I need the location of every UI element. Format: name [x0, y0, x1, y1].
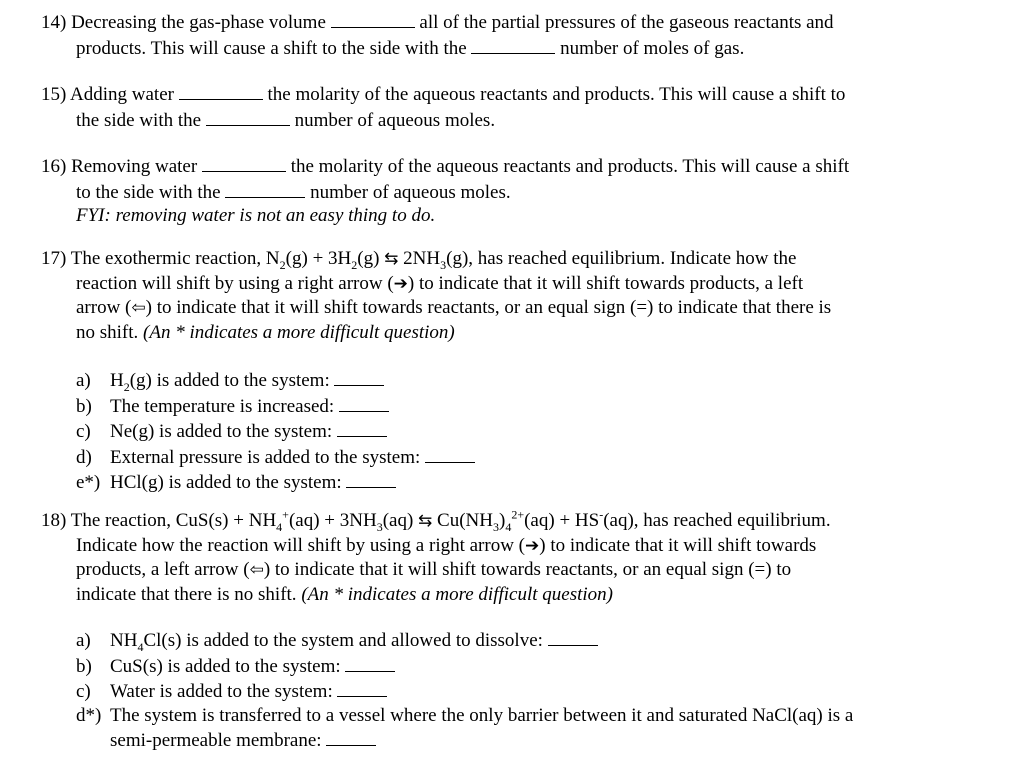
subscript: 4	[137, 639, 144, 654]
subscript: 4	[276, 519, 283, 534]
answer-blank[interactable]	[334, 367, 384, 386]
question-text: The exothermic reaction, N	[70, 248, 280, 269]
question-number: 15)	[41, 84, 67, 105]
question-number: 14)	[41, 12, 67, 33]
question-18	[41, 509, 831, 606]
question-18-parts	[76, 627, 853, 753]
subscript: 2	[351, 257, 358, 272]
subscript: 2	[123, 379, 130, 394]
question-text: products, a left arrow (	[76, 559, 250, 580]
answer-blank[interactable]	[345, 653, 395, 672]
answer-blank[interactable]	[471, 35, 555, 54]
question-text: reaction will shift by using a right arrow (	[76, 272, 394, 294]
part-item: c) Ne(g) is added to the system:	[76, 418, 475, 444]
answer-blank[interactable]	[337, 678, 387, 697]
question-text: )	[499, 510, 506, 531]
question-text: (aq) + 3NH	[288, 510, 377, 531]
question-text: Adding water	[70, 84, 174, 105]
answer-blank[interactable]	[179, 81, 263, 100]
right-arrow-icon: ➔	[525, 535, 540, 556]
part-label: e*)	[76, 472, 101, 493]
difficulty-note: (An * indicates a more difficult question)	[301, 583, 614, 605]
part-label: c)	[76, 681, 91, 702]
question-text: Indicate how the reaction will shift by using a right arrow (	[76, 534, 526, 556]
equilibrium-arrow-icon: ⇆	[384, 249, 399, 269]
answer-blank[interactable]	[548, 627, 598, 646]
question-text: The reaction, CuS(s) + NH	[70, 510, 277, 531]
subscript: 3	[440, 257, 447, 272]
question-text: 2NH	[403, 248, 441, 269]
part-label: a)	[76, 370, 91, 391]
part-item: e*) HCl(g) is added to the system:	[76, 469, 475, 495]
superscript: -	[599, 507, 604, 522]
left-arrow-icon: ⇦	[249, 560, 264, 580]
part-label: b)	[76, 395, 92, 417]
equilibrium-arrow-icon: ⇆	[418, 511, 433, 531]
part-label: a)	[76, 630, 91, 651]
question-text: indicate that there is no shift.	[76, 583, 297, 605]
part-item: d) External pressure is added to the system:	[76, 444, 475, 470]
question-text: number of aqueous moles.	[310, 181, 511, 203]
question-text: arrow (	[76, 297, 132, 318]
question-number: 16)	[41, 156, 67, 177]
question-17	[41, 247, 831, 344]
question-17-parts	[76, 367, 475, 495]
answer-blank[interactable]	[202, 153, 286, 172]
answer-blank[interactable]	[339, 393, 389, 412]
part-item: b) The temperature is increased:	[76, 393, 475, 419]
part-item: b) CuS(s) is added to the system:	[76, 653, 853, 679]
left-arrow-icon: ⇦	[131, 298, 146, 318]
question-16	[41, 153, 849, 228]
answer-blank[interactable]	[206, 107, 290, 126]
question-text: Removing water	[71, 156, 198, 177]
subscript: 4	[505, 519, 512, 534]
answer-blank[interactable]	[331, 9, 415, 28]
superscript: 2+	[511, 507, 525, 522]
answer-blank[interactable]	[337, 418, 387, 437]
answer-blank[interactable]	[326, 727, 376, 746]
subscript: 3	[376, 519, 383, 534]
question-text: ) to indicate that it will shift towards reactants, or an equal sign (=) to	[263, 559, 792, 580]
question-text: ) to indicate that it will shift towards products, a left	[407, 272, 804, 294]
question-text: (g) + 3H	[285, 248, 352, 269]
question-text: no shift.	[76, 321, 139, 343]
answer-blank[interactable]	[346, 469, 396, 488]
subscript: 2	[279, 257, 286, 272]
part-item: a) $H_2(g)$ is added to the system:	[76, 367, 475, 393]
part-label: c)	[76, 421, 91, 442]
question-text: number of aqueous moles.	[294, 109, 496, 131]
question-text: (g)	[357, 248, 380, 269]
answer-blank[interactable]	[225, 179, 305, 198]
question-number: 17)	[41, 248, 67, 269]
difficulty-note: (An * indicates a more difficult question)	[143, 321, 455, 343]
question-text: to the side with the	[76, 181, 221, 203]
question-text: the molarity of the aqueous reactants and products. This will cause a shift	[290, 156, 850, 177]
question-text: (aq) + HS	[524, 510, 600, 531]
part-item: a) $NH_4Cl(s)$ is added to the system and allowed to dissolve:	[76, 627, 853, 653]
question-text: (aq), has reached equilibrium.	[603, 510, 831, 531]
answer-blank[interactable]	[425, 444, 475, 463]
question-text: the molarity of the aqueous reactants and products. This will cause a shift to	[267, 84, 846, 105]
part-label: b)	[76, 655, 92, 677]
superscript: +	[282, 507, 289, 522]
question-text: ) to indicate that it will shift towards reactants, or an equal sign (=) to indicate that there is	[145, 297, 832, 318]
part-item-continuation: semi-permeable membrane:	[76, 727, 853, 753]
question-text: number of moles of gas.	[560, 37, 745, 59]
question-14	[41, 9, 834, 60]
part-item: c) Water is added to the system:	[76, 678, 853, 704]
question-text: Decreasing the gas-phase volume	[71, 12, 326, 33]
fyi-note: FYI: removing water is not an easy thing to do.	[76, 205, 436, 226]
question-text: all of the partial pressures of the gaseous reactants and	[419, 12, 834, 33]
part-label: d)	[76, 446, 92, 468]
question-text: products. This will cause a shift to the side with the	[76, 37, 467, 59]
question-text: (aq)	[382, 510, 414, 531]
question-number: 18)	[41, 510, 67, 531]
question-text: the side with the	[76, 109, 202, 131]
subscript: 3	[493, 519, 499, 534]
question-text: Cu(NH	[437, 510, 493, 531]
part-item: d*) The system is transferred to a vessel where the only barrier between it and saturated NaCl(aq) is a	[76, 704, 854, 726]
question-text: (g), has reached equilibrium. Indicate how the	[446, 248, 797, 269]
right-arrow-icon: ➔	[393, 273, 408, 294]
question-text: ) to indicate that it will shift towards	[539, 534, 817, 556]
part-label: d*)	[76, 704, 102, 726]
question-15	[41, 81, 845, 132]
